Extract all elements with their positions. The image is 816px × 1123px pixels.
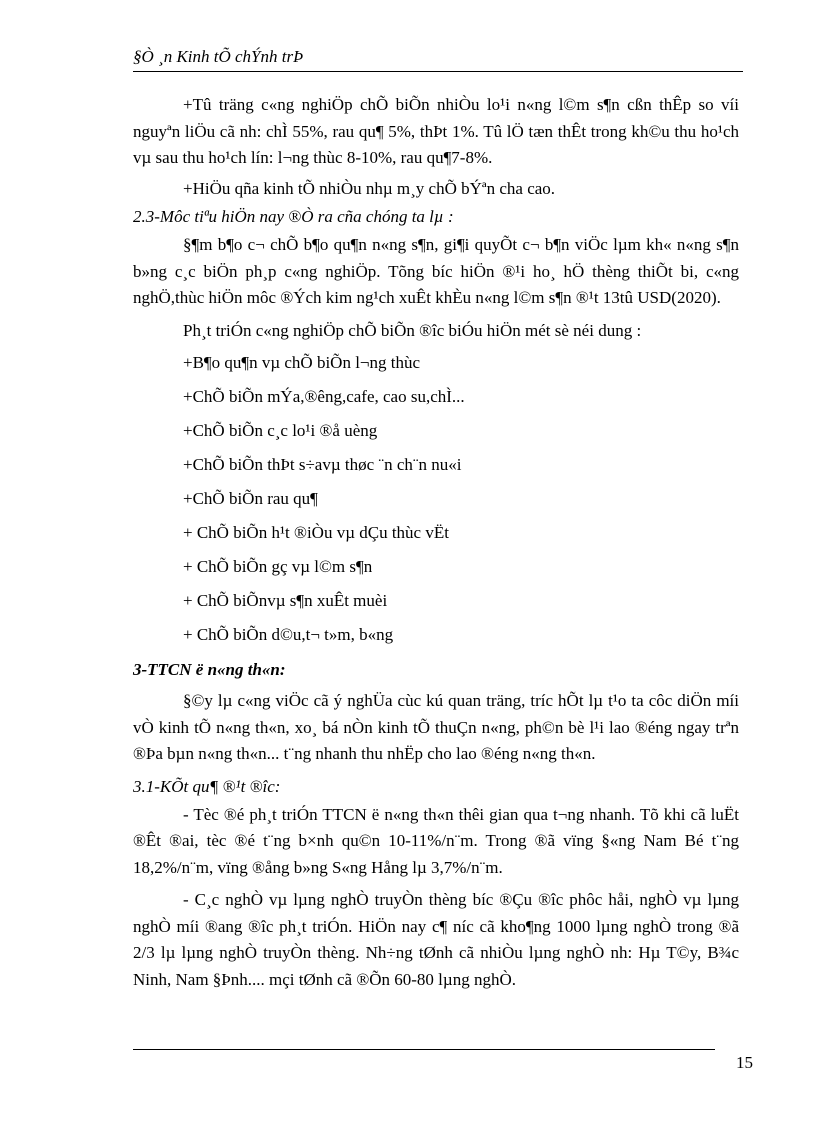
header-title: §Ò ¸n Kinh tÕ chÝnh trÞ	[133, 47, 304, 66]
paragraph-processing-share: +Tû träng c«ng nghiÖp chÕ biÕn nhiÒu lo¹i n«ng l©m s¶n cßn thÊp so víi nguyªn liÖu cã nh: chÌ 55%, rau qu¶ 5%, thÞt 1%. Tû lÖ tæn thÊt trong kh©u thu ho¹ch vµ sau thu ho¹ch lín: l¬ng thùc 8-10%, rau qu¶7-8%.	[133, 95, 739, 167]
paragraph-growth-rate: - Tèc ®é ph¸t triÓn TTCN ë n«ng th«n thêi gian qua t¬ng nhanh. Tõ khi cã luËt ®Êt ®ai, tèc ®é t¨ng b×nh qu©n 10-11%/n¨m. Trong ®ã vïng §«ng Nam Bé t¨ng 18,2%/n¨m, vïng ®ång b»ng S«ng Hång lµ 3,7%/n¨m.	[133, 804, 739, 877]
processing-list	[133, 346, 739, 652]
running-header	[133, 46, 743, 72]
paragraph-rural-industry: §©y lµ c«ng viÖc cã ý nghÜa cùc kú quan träng, tríc hÕt lµ t¹o ta côc diÖn míi vÒ kinh tÕ n«ng th«n, xo¸ bá nÒn kinh tÕ thuÇn n«ng, ph©n bè l¹i lao ®éng ngay trªn ®Þa bµn n«ng th«n... t¨ng nhanh thu nhËp cho lao ®éng n«ng th«n.	[133, 691, 739, 763]
paragraph-processing-intro: Ph¸t triÓn c«ng nghiÖp chÕ biÕn ®îc biÓu hiÖn mét sè néi dung :	[183, 320, 642, 340]
list-item: + ChÕ biÕn h¹t ®iÒu vµ dÇu thùc vËt	[183, 523, 449, 542]
list-item: +ChÕ biÕn thÞt s÷avµ thøc ¨n ch¨n nu«i	[183, 455, 462, 474]
list-item: +ChÕ biÕn c¸c lo¹i ®å uèng	[183, 421, 378, 440]
footer-divider	[133, 1049, 715, 1050]
heading-3: 3-TTCN ë n«ng th«n:	[133, 660, 286, 679]
list-item: + ChÕ biÕn gç vµ l©m s¶n	[183, 557, 373, 576]
paragraph-efficiency: +HiÖu qña kinh tÕ nhiÒu nhµ m¸y chÕ bÝªn cha cao.	[183, 178, 556, 198]
heading-3-1: 3.1-KÕt qu¶ ®¹t ®îc:	[133, 776, 281, 796]
paragraph-craft-villages: - C¸c nghÒ vµ lµng nghÒ truyÒn thèng bíc ®Çu ®îc phôc håi, nghÒ vµ lµng nghÒ míi ®ang ®îc ph¸t triÓn. HiÖn nay c¶ níc cã kho¶ng 1000 lµng nghÒ trong ®ã 2/3 lµ lµng nghÒ truyÒn thèng. Nh÷ng tØnh cã nhiÒu lµng nghÒ nh: Hµ T©y, B¾c Ninh, Nam §Þnh.... mçi tØnh cã ®Õn 60-80 lµng nghÒ.	[133, 890, 739, 989]
list-item: + ChÕ biÕnvµ s¶n xuÊt muèi	[183, 591, 388, 610]
page-number: 15	[736, 1053, 753, 1072]
list-item: +ChÕ biÕn mÝa,®êng,cafe, cao su,chÌ...	[183, 387, 465, 406]
list-item: +ChÕ biÕn rau qu¶	[183, 489, 318, 508]
heading-2-3: 2.3-Môc tiªu hiÖn nay ®Ò ra cña chóng ta lµ :	[133, 207, 454, 226]
list-item: + ChÕ biÕn d©u,t¬ t»m, b«ng	[183, 625, 394, 644]
list-item: +B¶o qu¶n vµ chÕ biÕn l¬ng thùc	[183, 353, 421, 372]
page-body	[133, 92, 739, 993]
paragraph-goals: §¶m b¶o c¬ chÕ b¶o qu¶n n«ng s¶n, gi¶i quyÕt c¬ b¶n viÖc lµm kh« n«ng s¶n b»ng c¸c biÖn ph¸p c«ng nghiÖp. Tõng bíc hiÖn ®¹i ho¸ hÖ thèng thiÕt bi, c«ng nghÖ,thùc hiÖn môc ®Ých kim ng¹ch xuÊt khÈu n«ng l©m s¶n ®¹t 13tû USD(2020).	[133, 235, 739, 307]
